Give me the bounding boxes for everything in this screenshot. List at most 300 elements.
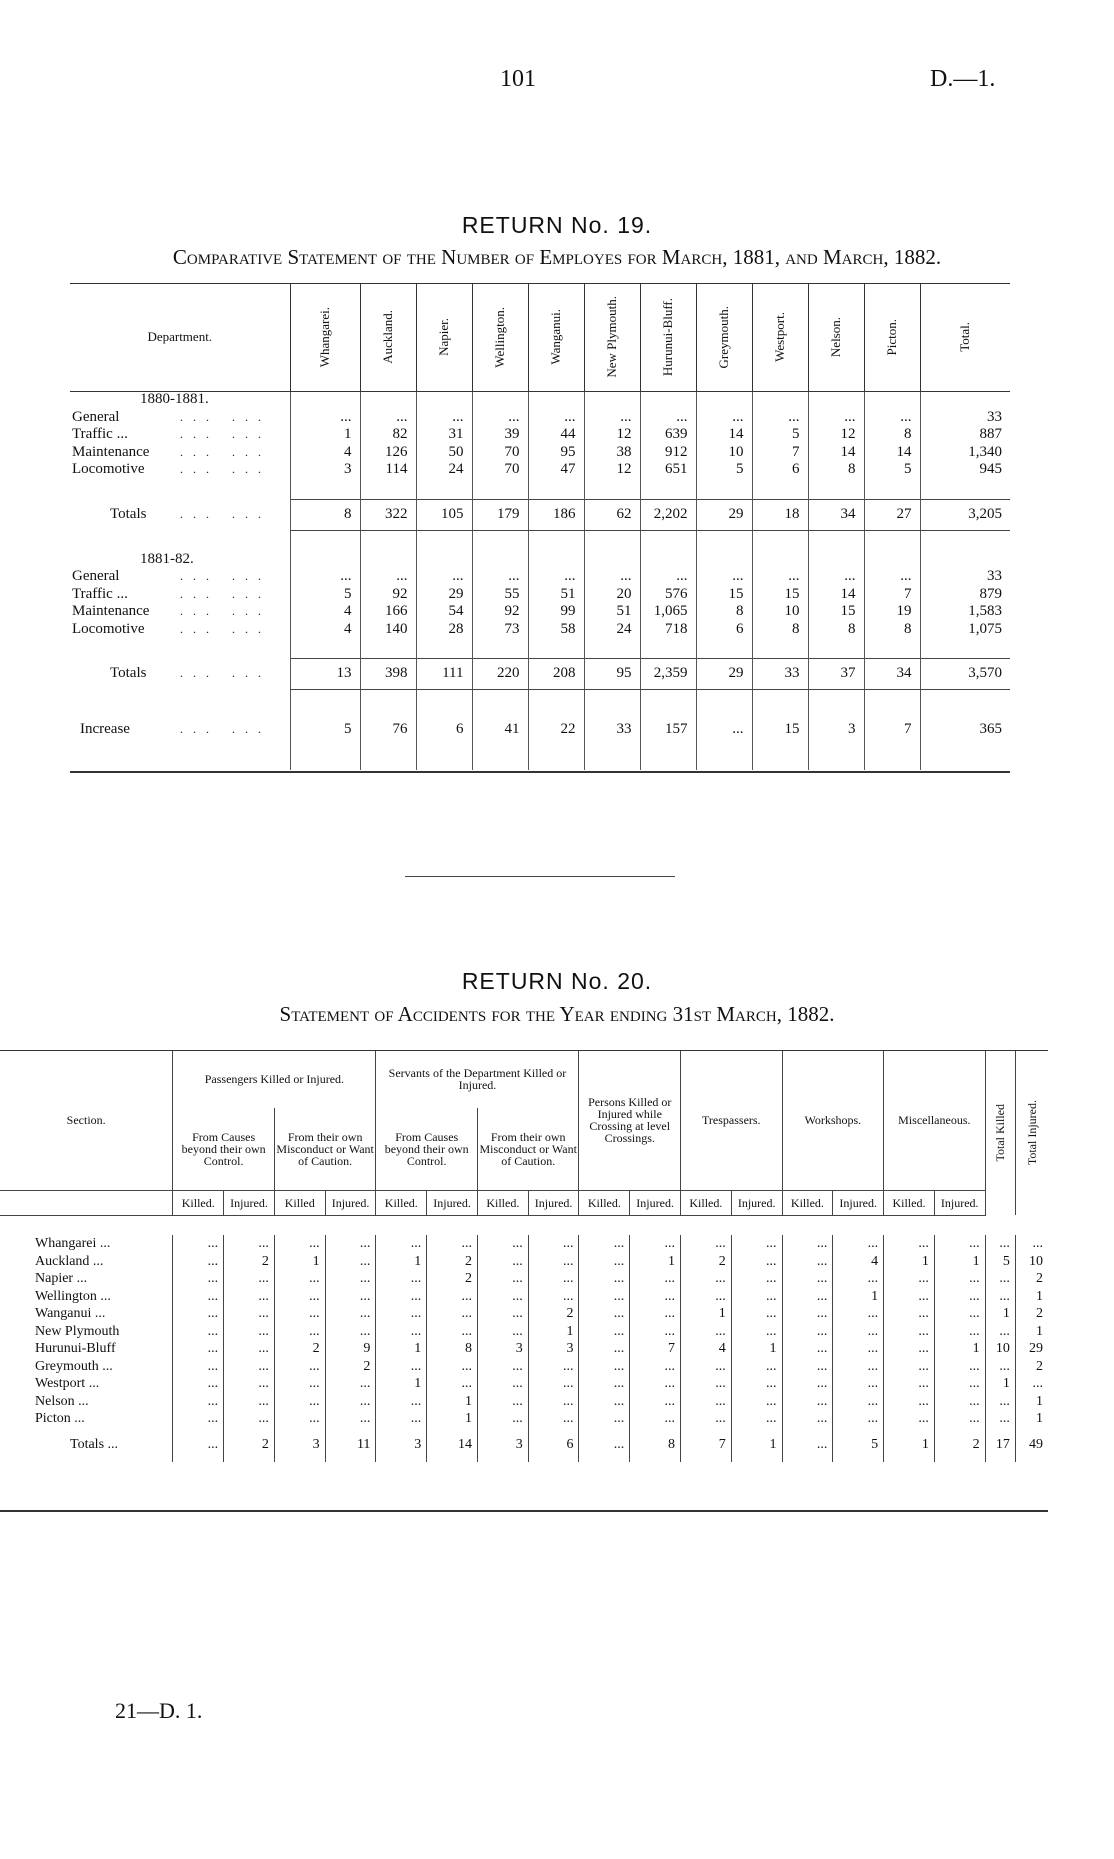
row-label: Maintenance ... ... (72, 603, 271, 619)
cell-value: 2 (681, 1253, 732, 1271)
cell-value: 3 (290, 461, 360, 479)
column-header: Greymouth. (696, 283, 752, 391)
cell-value: 8 (864, 621, 920, 639)
table-row (0, 1253, 1048, 1271)
cell-value: ... (630, 1358, 681, 1376)
column-header: Total. (920, 283, 1010, 391)
cell-value: 37 (808, 659, 864, 690)
totals-row (70, 499, 1010, 530)
cell-value: ... (782, 1253, 833, 1271)
cell-value: 31 (416, 426, 472, 444)
cell-value: ... (173, 1410, 224, 1428)
cell-value: ... (528, 1235, 579, 1253)
cell-value: ... (427, 1323, 478, 1341)
killed-header: Killed. (884, 1190, 935, 1215)
cell-value: ... (579, 1288, 630, 1306)
cell-value: 6 (752, 461, 808, 479)
cell-value: 220 (472, 659, 528, 690)
cell-value: ... (290, 568, 360, 586)
increase-row (70, 710, 1010, 750)
cell-value: ... (427, 1305, 478, 1323)
cell-value: 322 (360, 499, 416, 530)
cell-value: ... (376, 1288, 427, 1306)
cell-value: ... (630, 1410, 681, 1428)
cell-value: ... (290, 409, 360, 427)
cell-value: 51 (584, 603, 640, 621)
cell-value: ... (274, 1235, 325, 1253)
cell-value: ... (224, 1375, 275, 1393)
killed-header: Killed. (173, 1190, 224, 1215)
cell-value: ... (376, 1270, 427, 1288)
rule (0, 1050, 1048, 1051)
cell-value: ... (274, 1358, 325, 1376)
cell-value: ... (528, 568, 584, 586)
cell-value: ... (528, 1393, 579, 1411)
cell-value: ... (782, 1235, 833, 1253)
cell-value: ... (477, 1235, 528, 1253)
cell-value: 51 (528, 586, 584, 604)
killed-header: Killed. (681, 1190, 732, 1215)
cell-value: 1,065 (640, 603, 696, 621)
cell-value: ... (630, 1393, 681, 1411)
cell-value: ... (325, 1253, 376, 1271)
cell-value: ... (782, 1305, 833, 1323)
cell-value: ... (731, 1253, 782, 1271)
cell-value: 7 (681, 1428, 732, 1462)
cell-value: ... (477, 1270, 528, 1288)
return19-table (70, 283, 1010, 770)
row-label: General ... ... (72, 408, 271, 425)
cell-value: ... (579, 1375, 630, 1393)
cell-value: ... (173, 1270, 224, 1288)
cell-value: ... (1015, 1375, 1048, 1393)
cell-value: ... (731, 1305, 782, 1323)
cell-value: ... (782, 1288, 833, 1306)
cell-value: 11 (325, 1428, 376, 1462)
row-label: General ... ... (72, 568, 271, 584)
cell-value: ... (630, 1270, 681, 1288)
cell-value: 2 (224, 1428, 275, 1462)
separator-rule (405, 876, 675, 877)
rule (0, 1510, 1048, 1512)
sub-header-misconduct: From their own Misconduct or Want of Caution. (274, 1108, 376, 1190)
column-header: Wanganui. (528, 283, 584, 391)
crossing-group-header: Persons Killed or Injured while Crossing at level Crossings. (579, 1050, 681, 1190)
cell-value: 2 (427, 1270, 478, 1288)
cell-value: 8 (290, 499, 360, 530)
cell-value: 29 (696, 659, 752, 690)
cell-value: 49 (1015, 1428, 1048, 1462)
totals-row (0, 1428, 1048, 1462)
cell-value: ... (472, 409, 528, 427)
cell-value: 2 (1015, 1270, 1048, 1288)
cell-value: ... (173, 1253, 224, 1271)
cell-value: 2,359 (640, 659, 696, 690)
cell-value: ... (782, 1375, 833, 1393)
cell-value: 1 (427, 1393, 478, 1411)
table-row (70, 444, 1010, 462)
table-row (0, 1410, 1048, 1428)
cell-value: ... (224, 1270, 275, 1288)
cell-value: ... (173, 1305, 224, 1323)
cell-value: ... (427, 1288, 478, 1306)
cell-value: 1 (1015, 1288, 1048, 1306)
column-header: Picton. (864, 283, 920, 391)
cell-value: ... (985, 1323, 1015, 1341)
row-label: Increase ... ... (80, 721, 271, 738)
total-injured-header: Total Injured. (1015, 1050, 1048, 1215)
cell-value: 10 (1015, 1253, 1048, 1271)
cell-value: 14 (808, 586, 864, 604)
row-label: Maintenance ... ... (72, 443, 271, 460)
cell-value: 70 (472, 444, 528, 462)
cell-value: ... (884, 1270, 935, 1288)
cell-value: ... (884, 1305, 935, 1323)
return19-header-row (70, 283, 1010, 391)
cell-value: 2 (934, 1428, 985, 1462)
cell-value: 8 (696, 603, 752, 621)
passengers-group-header: Passengers Killed or Injured. (173, 1050, 376, 1108)
cell-value: 945 (920, 461, 1010, 479)
cell-value: ... (274, 1410, 325, 1428)
cell-value: 3 (376, 1428, 427, 1462)
cell-value: ... (833, 1305, 884, 1323)
cell-value: ... (579, 1340, 630, 1358)
cell-value: ... (934, 1323, 985, 1341)
cell-value: ... (833, 1358, 884, 1376)
cell-value: 95 (528, 444, 584, 462)
cell-value: ... (360, 409, 416, 427)
cell-value: ... (782, 1358, 833, 1376)
cell-value: ... (173, 1428, 224, 1462)
cell-value: 7 (864, 586, 920, 604)
cell-value: ... (1015, 1235, 1048, 1253)
cell-value: ... (934, 1270, 985, 1288)
column-header: Napier. (416, 283, 472, 391)
cell-value: ... (376, 1410, 427, 1428)
cell-value: 10 (985, 1340, 1015, 1358)
row-label: Napier ... (35, 1271, 88, 1286)
cell-value: 7 (630, 1340, 681, 1358)
cell-value: 3 (274, 1428, 325, 1462)
servants-group-header: Servants of the Department Killed or Injured. (376, 1050, 579, 1108)
cell-value: ... (427, 1235, 478, 1253)
cell-value: 15 (752, 710, 808, 750)
section-header: Section. (66, 1112, 106, 1127)
cell-value: ... (274, 1393, 325, 1411)
cell-value: 9 (325, 1340, 376, 1358)
return19-subtitle: Comparative Statement of the Number of Employes for March, 1881, and March, 1882. (172, 245, 942, 269)
table-row (70, 568, 1010, 586)
cell-value: 5 (290, 710, 360, 750)
cell-value: 887 (920, 426, 1010, 444)
cell-value: ... (752, 568, 808, 586)
cell-value: 3,205 (920, 499, 1010, 530)
cell-value: ... (325, 1410, 376, 1428)
cell-value: 2 (1015, 1305, 1048, 1323)
cell-value: ... (173, 1288, 224, 1306)
cell-value: 1 (884, 1253, 935, 1271)
cell-value: ... (528, 1410, 579, 1428)
cell-value: 22 (528, 710, 584, 750)
cell-value: ... (985, 1235, 1015, 1253)
cell-value: 1 (1015, 1410, 1048, 1428)
cell-value: 651 (640, 461, 696, 479)
cell-value: 1 (274, 1253, 325, 1271)
cell-value: ... (376, 1323, 427, 1341)
table-row (0, 1288, 1048, 1306)
cell-value: 1 (630, 1253, 681, 1271)
cell-value: ... (884, 1410, 935, 1428)
cell-value: 14 (427, 1428, 478, 1462)
cell-value: 1 (427, 1410, 478, 1428)
cell-value: ... (884, 1393, 935, 1411)
cell-value: 208 (528, 659, 584, 690)
cell-value: 8 (808, 621, 864, 639)
cell-value: 24 (416, 461, 472, 479)
cell-value: ... (884, 1323, 935, 1341)
cell-value: ... (224, 1358, 275, 1376)
cell-value: ... (579, 1270, 630, 1288)
cell-value: 4 (290, 444, 360, 462)
cell-value: 2 (274, 1340, 325, 1358)
cell-value: 12 (584, 426, 640, 444)
cell-value: ... (681, 1323, 732, 1341)
table-row (0, 1340, 1048, 1358)
misc-group-header: Miscellaneous. (884, 1050, 986, 1190)
cell-value: ... (477, 1253, 528, 1271)
cell-value: ... (173, 1323, 224, 1341)
department-header: Department. (147, 329, 213, 344)
cell-value: ... (985, 1288, 1015, 1306)
cell-value: ... (325, 1393, 376, 1411)
cell-value: 1 (884, 1428, 935, 1462)
cell-value: ... (833, 1323, 884, 1341)
cell-value: ... (224, 1340, 275, 1358)
cell-value: 4 (833, 1253, 884, 1271)
cell-value: 8 (808, 461, 864, 479)
cell-value: ... (985, 1410, 1015, 1428)
row-label: Auckland ... (35, 1253, 104, 1269)
cell-value: 6 (416, 710, 472, 750)
cell-value: ... (579, 1323, 630, 1341)
cell-value: ... (325, 1375, 376, 1393)
cell-value: ... (681, 1375, 732, 1393)
cell-value: ... (985, 1270, 1015, 1288)
table-row (70, 586, 1010, 604)
cell-value: 3 (808, 710, 864, 750)
cell-value: ... (325, 1235, 376, 1253)
cell-value: ... (934, 1305, 985, 1323)
table-row (70, 409, 1010, 427)
cell-value: 166 (360, 603, 416, 621)
cell-value: ... (731, 1410, 782, 1428)
cell-value: 1 (376, 1375, 427, 1393)
injured-header: Injured. (731, 1190, 782, 1215)
cell-value: 3 (477, 1428, 528, 1462)
cell-value: ... (224, 1288, 275, 1306)
cell-value: ... (681, 1393, 732, 1411)
cell-value: 1 (681, 1305, 732, 1323)
cell-value: 105 (416, 499, 472, 530)
cell-value: 5 (985, 1253, 1015, 1271)
cell-value: ... (833, 1340, 884, 1358)
cell-value: 10 (752, 603, 808, 621)
cell-value: 73 (472, 621, 528, 639)
cell-value: 718 (640, 621, 696, 639)
return20-table (0, 1050, 1048, 1462)
total-killed-header: Total Killed (985, 1050, 1015, 1215)
cell-value: ... (579, 1410, 630, 1428)
cell-value: ... (731, 1393, 782, 1411)
cell-value: 4 (290, 603, 360, 621)
cell-value: ... (752, 409, 808, 427)
cell-value: 6 (696, 621, 752, 639)
row-label: Wellington ... (35, 1288, 111, 1304)
table-row (70, 426, 1010, 444)
cell-value: ... (681, 1288, 732, 1306)
cell-value: ... (731, 1358, 782, 1376)
cell-value: ... (579, 1305, 630, 1323)
cell-value: ... (224, 1393, 275, 1411)
cell-value: 111 (416, 659, 472, 690)
cell-value: ... (173, 1340, 224, 1358)
return20-subtitle: Statement of Accidents for the Year ending 31st March, 1882. (279, 1002, 835, 1026)
cell-value: ... (528, 1375, 579, 1393)
cell-value: 1 (833, 1288, 884, 1306)
column-header: Hurunui-Bluff. (640, 283, 696, 391)
row-label: Locomotive ... ... (72, 620, 271, 637)
cell-value: ... (731, 1323, 782, 1341)
cell-value: ... (579, 1235, 630, 1253)
table-row (70, 461, 1010, 479)
table-row (0, 1235, 1048, 1253)
cell-value: 55 (472, 586, 528, 604)
cell-value: ... (731, 1288, 782, 1306)
cell-value: 58 (528, 621, 584, 639)
cell-value: ... (681, 1410, 732, 1428)
cell-value: 5 (833, 1428, 884, 1462)
cell-value: ... (325, 1288, 376, 1306)
cell-value: 29 (696, 499, 752, 530)
year-label: 1880-1881. (140, 391, 209, 407)
cell-value: 8 (752, 621, 808, 639)
cell-value: ... (376, 1358, 427, 1376)
row-label: Greymouth ... (35, 1358, 113, 1374)
row-label: Nelson ... (35, 1393, 89, 1409)
sub-header-beyond: From Causes beyond their own Control. (376, 1108, 478, 1190)
cell-value: 879 (920, 586, 1010, 604)
cell-value: ... (360, 568, 416, 586)
cell-value: 1,075 (920, 621, 1010, 639)
cell-value: ... (376, 1235, 427, 1253)
row-label: Totals ... ... (110, 505, 271, 522)
cell-value: 2 (427, 1253, 478, 1271)
cell-value: 15 (696, 586, 752, 604)
injured-header: Injured. (833, 1190, 884, 1215)
cell-value: ... (864, 568, 920, 586)
cell-value: 398 (360, 659, 416, 690)
cell-value: 8 (427, 1340, 478, 1358)
cell-value: 29 (1015, 1340, 1048, 1358)
cell-value: ... (782, 1323, 833, 1341)
cell-value: ... (325, 1305, 376, 1323)
cell-value: ... (477, 1358, 528, 1376)
cell-value: ... (528, 1288, 579, 1306)
row-label: Westport ... (35, 1376, 100, 1391)
cell-value: ... (782, 1340, 833, 1358)
killed-header: Killed. (376, 1190, 427, 1215)
cell-value: ... (579, 1393, 630, 1411)
cell-value: 3 (528, 1340, 579, 1358)
cell-value: ... (884, 1375, 935, 1393)
workshops-group-header: Workshops. (782, 1050, 884, 1190)
cell-value: 2 (1015, 1358, 1048, 1376)
cell-value: 2 (325, 1358, 376, 1376)
cell-value: ... (934, 1358, 985, 1376)
cell-value: ... (274, 1305, 325, 1323)
killed-header: Killed. (782, 1190, 833, 1215)
cell-value: 3 (477, 1340, 528, 1358)
cell-value: 2 (224, 1253, 275, 1271)
cell-value: ... (681, 1235, 732, 1253)
cell-value: ... (173, 1235, 224, 1253)
cell-value: 19 (864, 603, 920, 621)
page-number: 101 (500, 66, 536, 92)
cell-value: 62 (584, 499, 640, 530)
cell-value: ... (325, 1270, 376, 1288)
cell-value: ... (833, 1235, 884, 1253)
cell-value: 33 (752, 659, 808, 690)
cell-value: 4 (681, 1340, 732, 1358)
cell-value: ... (427, 1358, 478, 1376)
cell-value: 1 (376, 1340, 427, 1358)
document-reference: D.—1. (930, 66, 996, 92)
cell-value: 1 (731, 1340, 782, 1358)
cell-value: ... (528, 1358, 579, 1376)
cell-value: 1,583 (920, 603, 1010, 621)
cell-value: 10 (696, 444, 752, 462)
trespassers-group-header: Trespassers. (681, 1050, 783, 1190)
cell-value: 8 (630, 1428, 681, 1462)
cell-value: ... (173, 1393, 224, 1411)
cell-value: 20 (584, 586, 640, 604)
table-row (0, 1323, 1048, 1341)
cell-value: ... (630, 1323, 681, 1341)
cell-value: 7 (864, 710, 920, 750)
cell-value: ... (696, 409, 752, 427)
cell-value: 3,570 (920, 659, 1010, 690)
cell-value: 1,340 (920, 444, 1010, 462)
cell-value: ... (934, 1393, 985, 1411)
sub-header-misconduct: From their own Misconduct or Want of Caution. (477, 1108, 579, 1190)
cell-value: 82 (360, 426, 416, 444)
column-header: Whangarei. (290, 283, 360, 391)
table-row (0, 1358, 1048, 1376)
cell-value: 8 (864, 426, 920, 444)
cell-value: ... (934, 1235, 985, 1253)
cell-value: ... (584, 409, 640, 427)
cell-value: ... (681, 1270, 732, 1288)
cell-value: ... (472, 568, 528, 586)
cell-value: 12 (584, 461, 640, 479)
cell-value: ... (833, 1270, 884, 1288)
cell-value: 576 (640, 586, 696, 604)
row-label: Whangarei ... (35, 1236, 111, 1251)
cell-value: ... (864, 409, 920, 427)
cell-value: ... (477, 1305, 528, 1323)
cell-value: ... (477, 1288, 528, 1306)
